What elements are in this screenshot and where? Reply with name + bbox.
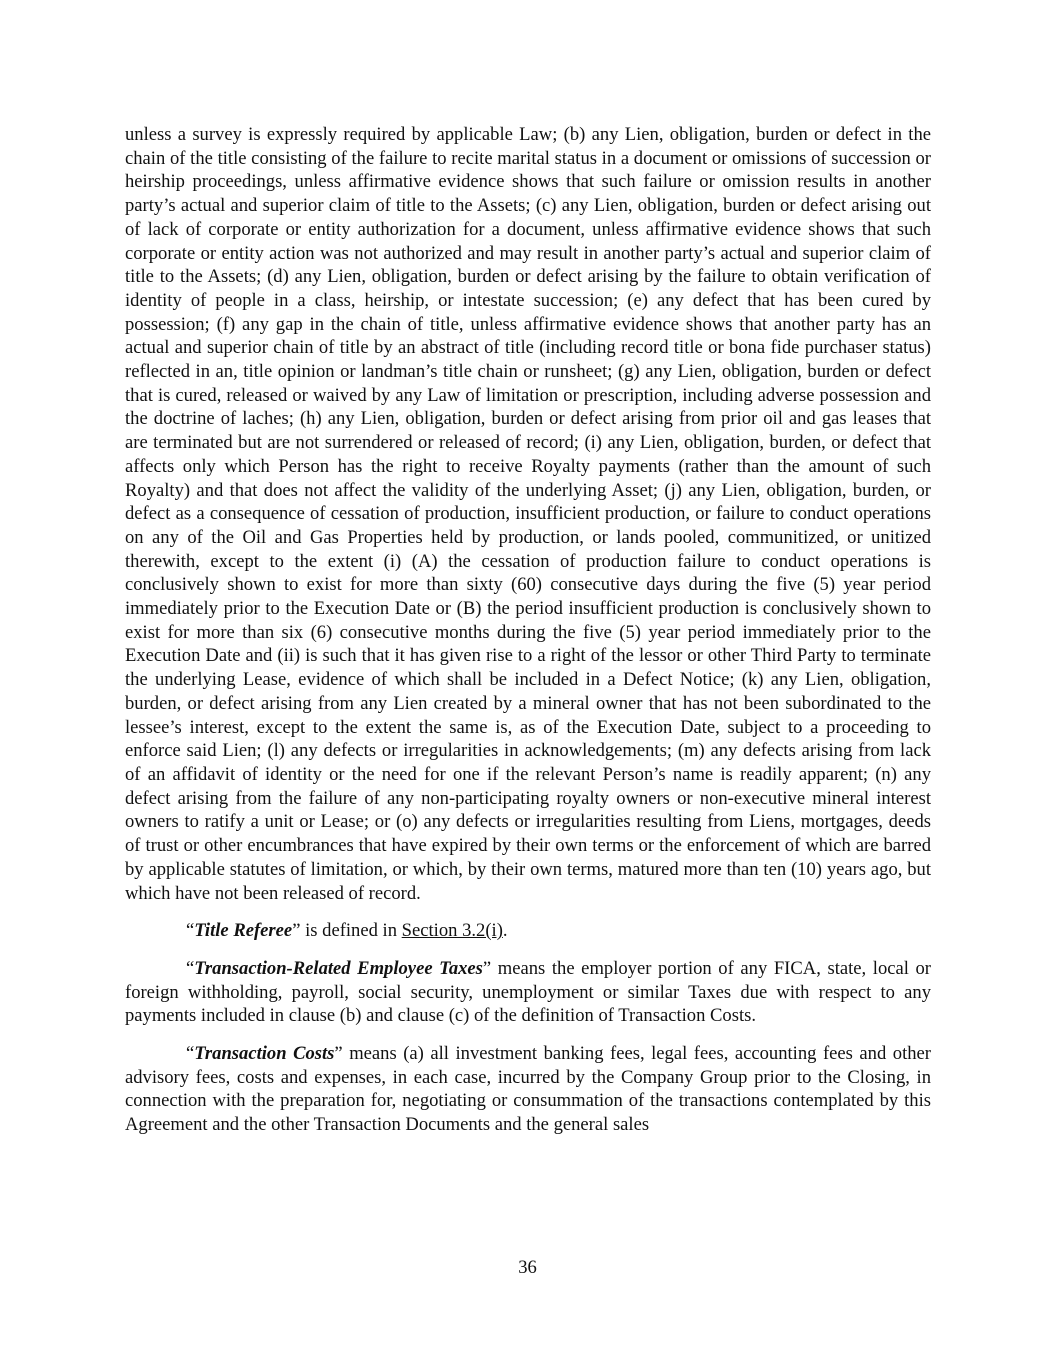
defined-term: Title Referee bbox=[194, 920, 293, 942]
defined-term: Transaction Costs bbox=[194, 1043, 335, 1065]
defined-term: Transaction-Related Employee Taxes bbox=[194, 957, 483, 979]
section-cross-reference: Section 3.2(i) bbox=[401, 920, 503, 942]
definition-text: is defined in bbox=[300, 920, 402, 942]
close-quote: ” bbox=[292, 920, 301, 942]
definition-transaction-costs bbox=[125, 1042, 931, 1137]
definition-text-end: . bbox=[502, 920, 508, 942]
definition-title-referee bbox=[125, 919, 931, 943]
document-body bbox=[125, 123, 931, 1137]
close-quote: ” bbox=[482, 957, 492, 979]
close-quote: ” bbox=[334, 1043, 343, 1065]
open-quote: “ bbox=[186, 920, 195, 942]
open-quote: “ bbox=[186, 1043, 195, 1065]
open-quote: “ bbox=[186, 957, 195, 979]
definition-transaction-related-employee-taxes bbox=[125, 957, 931, 1028]
page-number: 36 bbox=[518, 1257, 537, 1278]
definition-text: means (a) all investment banking fees, legal fees, accounting fees and other advisory fees, costs and expenses, in each case, incurred by the Company Group prior to the Closing, in connection with the preparation for, negotiating or consummation of the transactions contemplated by this Agreement and the other Transaction Documents and the general sales bbox=[125, 1043, 931, 1136]
continuation-paragraph: unless a survey is expressly required by applicable Law; (b) any Lien, obligation, burden or defect in the chain of the title consisting of the failure to recite marital status in a document or omissions of succession or heirship proceedings, unless affirmative evidence shows that such failure or omission results in another party’s actual and superior claim of title to the Assets; (c) any Lien, obligation, burden or defect arising out of lack of corporate or entity authorization for a document, unless affirmative evidence shows that such corporate or entity action was not authorized and may result in another party’s actual and superior claim of title to the Assets; (d) any Lien, obligation, burden or defect arising by the failure to obtain verification of identity of people in a class, heirship, or intestate succession; (e) any defect that has been cured by possession; (f) any gap in the chain of title, unless affirmative evidence shows that another party has an actual and superior chain of title by an abstract of title (including record title or bona fide purchaser status) reflected in an, title opinion or landman’s title chain or runsheet; (g) any Lien, obligation, burden or defect that is cured, released or waived by any Law of limitation or prescription, including adverse possession and the doctrine of laches; (h) any Lien, obligation, burden or defect arising from prior oil and gas leases that are terminated but are not surrendered or released of record; (i) any Lien, obligation, burden, or defect that affects only which Person has the right to receive Royalty payments (rather than the amount of such Royalty) and that does not affect the validity of the underlying Asset; (j) any Lien, obligation, burden, or defect as a consequence of cessation of production, insufficient production, or failure to conduct operations on any of the Oil and Gas Properties held by production, or lands pooled, communitized, or unitized therewith, except to the extent (i) (A) the cessation of production failure to conduct operations is conclusively shown to exist for more than sixty (60) consecutive days during the five (5) year period immediately prior to the Execution Date or (B) the period insufficient production is conclusively shown to exist for more than six (6) consecutive months during the five (5) year period immediately prior to the Execution Date and (ii) is such that it has given rise to a right of the lessor or other Third Party to terminate the underlying Lease, evidence of which shall be included in a Defect Notice; (k) any Lien, obligation, burden, or defect arising from any Lien created by a mineral owner that has not been subordinated to the lessee’s interest, except to the extent the same is, as of the Execution Date, subject to a proceeding to enforce said Lien; (l) any defects or irregularities in acknowledgements; (m) any defects arising from lack of an affidavit of identity or the need for one if the relevant Person’s name is readily apparent; (n) any defect arising from the failure of any non-participating royalty owners or non-executive mineral interest owners to ratify a unit or Lease; or (o) any defects or irregularities resulting from Liens, mortgages, deeds of trust or other encumbrances that have expired by their own terms or the enforcement of which are barred by applicable statutes of limitation, or which, by their own terms, matured more than ten (10) years ago, but which have not been released of record. bbox=[125, 124, 931, 904]
definition-text: means the employer portion of any FICA, state, local or foreign withholding, payroll, social security, unemployment or similar Taxes due with respect to any payments included in clause (b) and clause (c) of the definition of Transaction Costs. bbox=[125, 957, 931, 1027]
